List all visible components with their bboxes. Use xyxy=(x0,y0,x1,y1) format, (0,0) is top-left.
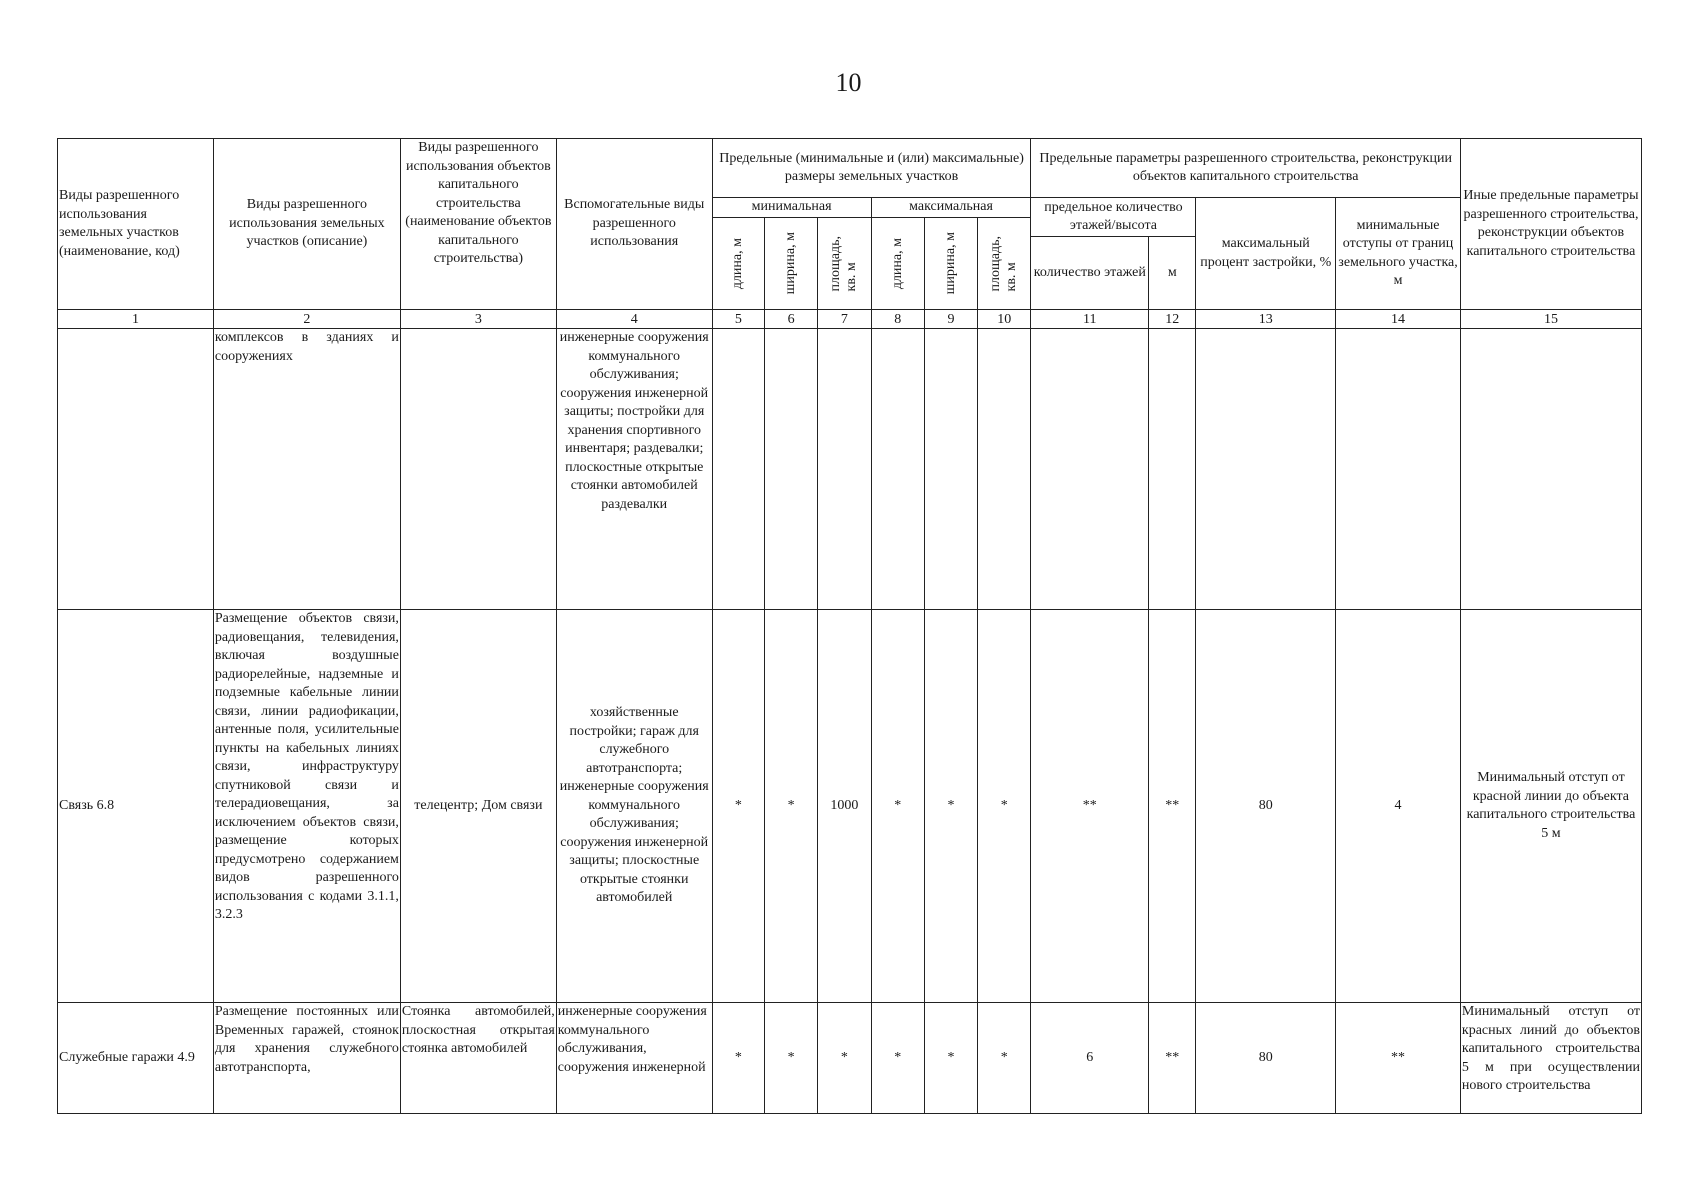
column-number: 8 xyxy=(871,310,924,329)
cell-max-width xyxy=(924,329,977,610)
cell-max-width: * xyxy=(924,1003,977,1114)
column-number: 11 xyxy=(1031,310,1149,329)
cell-min-setback: ** xyxy=(1336,1003,1461,1114)
column-number: 12 xyxy=(1149,310,1196,329)
cell-max-percent: 80 xyxy=(1196,610,1336,1003)
cell-capital-use: телецентр; Дом связи xyxy=(400,610,556,1003)
header-minimal: минимальная xyxy=(712,198,871,218)
page-number: 10 xyxy=(835,68,862,97)
column-number: 10 xyxy=(978,310,1031,329)
column-number: 9 xyxy=(924,310,977,329)
table-row xyxy=(58,329,1642,610)
column-number: 2 xyxy=(213,310,400,329)
cell-max-percent xyxy=(1196,329,1336,610)
header-auxiliary-use: Вспомогательные виды разрешенного использования xyxy=(556,139,712,310)
header-max-building-percent: максимальный процент застройки, % xyxy=(1196,198,1336,310)
header-other-parameters: Иные предельные параметры разрешенного строительства, реконструкции объектов капитального строительства xyxy=(1460,139,1641,310)
table-row xyxy=(58,610,1642,1003)
header-height-meters: м xyxy=(1149,237,1196,310)
header-land-use-description: Виды разрешенного использования земельных участков (описание) xyxy=(213,139,400,310)
cell-max-area xyxy=(978,329,1031,610)
header-plot-size-limits: Предельные (минимальные и (или) максимальные) размеры земельных участков xyxy=(712,139,1031,198)
header-floors-height-limit: предельное количество этажей/высота xyxy=(1031,198,1196,237)
header-land-use-name: Виды разрешенного использования земельных участков (наименование, код) xyxy=(58,139,214,310)
cell-max-area: * xyxy=(978,1003,1031,1114)
cell-floors-count: 6 xyxy=(1031,1003,1149,1114)
column-numbers-row xyxy=(58,310,1642,329)
cell-min-width xyxy=(764,329,817,610)
land-use-regulations-table xyxy=(57,138,1642,1114)
header-max-width: ширина, м xyxy=(924,217,977,310)
cell-min-area: 1000 xyxy=(818,610,871,1003)
header-floors-count: количество этажей xyxy=(1031,237,1149,310)
cell-min-width: * xyxy=(764,1003,817,1114)
cell-capital-use xyxy=(400,329,556,610)
cell-min-width: * xyxy=(764,610,817,1003)
cell-description: комплексов в зданиях и сооружениях xyxy=(213,329,400,610)
column-number: 1 xyxy=(58,310,214,329)
cell-other-parameters: Минимальный отступ от красной линии до объекта капитального строительства 5 м xyxy=(1460,610,1641,1003)
cell-height: ** xyxy=(1149,1003,1196,1114)
cell-max-length xyxy=(871,329,924,610)
cell-height: ** xyxy=(1149,610,1196,1003)
column-number: 6 xyxy=(764,310,817,329)
cell-land-use-name: Служебные гаражи 4.9 xyxy=(58,1003,214,1114)
cell-auxiliary-use: инженерные сооружения коммунального обслуживания; сооружения инженерной защиты; постройки для хранения спортивного инвентаря; раздевалки; плоскостные открытые стоянки автомобилей раздевалки xyxy=(556,329,712,610)
header-maximal: максимальная xyxy=(871,198,1031,218)
cell-capital-use: Стоянка автомобилей, плоскостная открытая стоянка автомобилей xyxy=(400,1003,556,1114)
cell-description: Размещение объектов связи, радиовещания, телевидения, включая воздушные радиорелейные, надземные и подземные кабельные линии связи, линии радиофикации, антенные поля, усилительные пункты на кабельных линиях связи, инфраструктуру спутниковой связи и телерадиовещания, за исключением объектов связи, размещение которых предусмотрено содержанием видов разрешенного использования с кодами 3.1.1, 3.2.3 xyxy=(213,610,400,1003)
header-min-setbacks: минимальные отступы от границ земельного участка, м xyxy=(1336,198,1461,310)
cell-min-length: * xyxy=(712,1003,764,1114)
column-number: 3 xyxy=(400,310,556,329)
cell-min-length: * xyxy=(712,610,764,1003)
cell-max-percent: 80 xyxy=(1196,1003,1336,1114)
cell-auxiliary-use: хозяйственные постройки; гараж для служебного автотранспорта; инженерные сооружения коммунального обслуживания; сооружения инженерной защиты; плоскостные открытые стоянки автомобилей xyxy=(556,610,712,1003)
header-max-area: площадь, кв. м xyxy=(978,217,1031,310)
cell-land-use-name xyxy=(58,329,214,610)
header-capital-construction-use: Виды разрешенного использования объектов капитального строительства (наименование объектов капитального строительства) xyxy=(400,139,556,310)
cell-other-parameters xyxy=(1460,329,1641,610)
cell-floors-count: ** xyxy=(1031,610,1149,1003)
cell-max-width: * xyxy=(924,610,977,1003)
cell-max-length: * xyxy=(871,1003,924,1114)
cell-max-area: * xyxy=(978,610,1031,1003)
table-row xyxy=(58,1003,1642,1114)
header-min-length: длина, м xyxy=(712,217,764,310)
column-number: 15 xyxy=(1460,310,1641,329)
header-min-area: площадь, кв. м xyxy=(818,217,871,310)
column-number: 7 xyxy=(818,310,871,329)
cell-min-setback xyxy=(1336,329,1461,610)
column-number: 13 xyxy=(1196,310,1336,329)
cell-height xyxy=(1149,329,1196,610)
column-number: 5 xyxy=(712,310,764,329)
header-construction-parameters: Предельные параметры разрешенного строительства, реконструкции объектов капитального строительства xyxy=(1031,139,1460,198)
cell-description: Размещение постоянных или Временных гаражей, стоянок для хранения служебного автотранспорта, xyxy=(213,1003,400,1114)
header-min-width: ширина, м xyxy=(764,217,817,310)
cell-min-area xyxy=(818,329,871,610)
cell-auxiliary-use: инженерные сооружения коммунального обслуживания, сооружения инженерной xyxy=(556,1003,712,1114)
header-max-length: длина, м xyxy=(871,217,924,310)
cell-min-length xyxy=(712,329,764,610)
cell-land-use-name: Связь 6.8 xyxy=(58,610,214,1003)
column-number: 4 xyxy=(556,310,712,329)
cell-floors-count xyxy=(1031,329,1149,610)
cell-max-length: * xyxy=(871,610,924,1003)
column-number: 14 xyxy=(1336,310,1461,329)
cell-other-parameters: Минимальный отступ от красных линий до объектов капитального строительства 5 м при осуществлении нового строительства xyxy=(1460,1003,1641,1114)
cell-min-area: * xyxy=(818,1003,871,1114)
cell-min-setback: 4 xyxy=(1336,610,1461,1003)
